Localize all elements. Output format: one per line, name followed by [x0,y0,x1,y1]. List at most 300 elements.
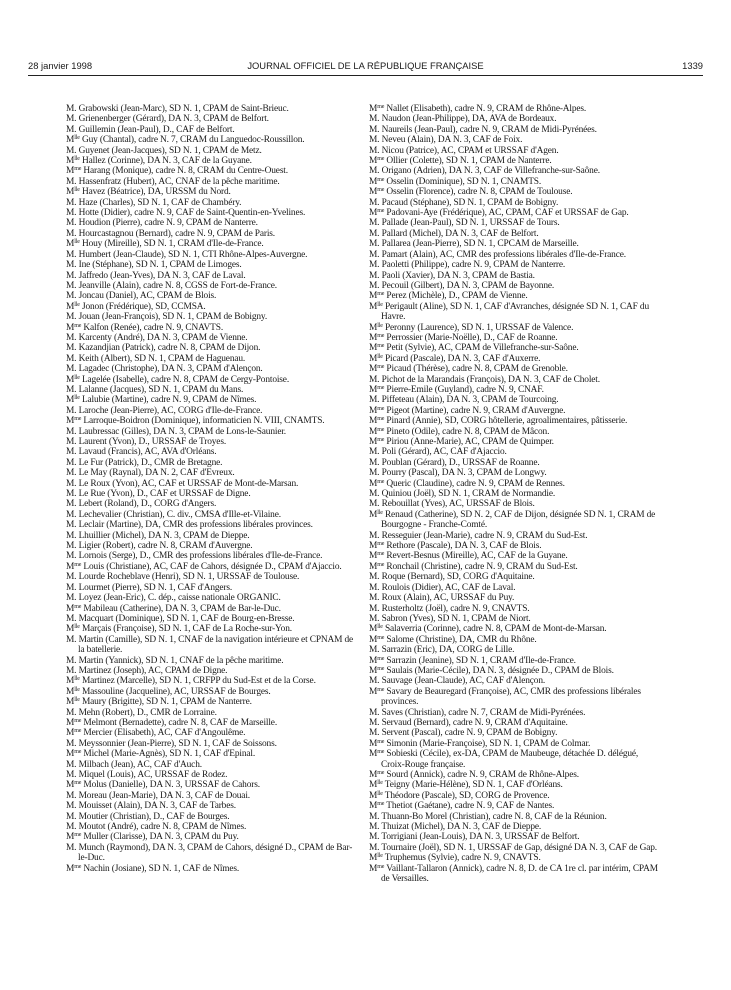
civility-suffix: lle [74,374,80,381]
entry-text: Perrossier (Marie-Noëlle), D., CAF de Roanne. [386,332,558,343]
list-item [369,624,662,634]
list-item [369,635,662,645]
list-item [369,468,662,478]
list-item [369,114,662,124]
civility-suffix: lle [377,853,383,860]
list-item [369,666,662,676]
entry-text: Le May (Raynal), DA N. 2, CAF d'Evreux. [78,468,235,479]
civility-suffix: lle [74,187,80,194]
entry-text: Salaverria (Corinne), cadre N. 8, CPAM de Mont-de-Marsan. [384,624,607,635]
civility-title: M. [369,645,380,656]
entry-text: Piffeteau (Alain), DA N. 3, CPAM de Tourcoing. [381,395,559,406]
entry-text: Houy (Mireille), SD N. 1, CRAM d'Ile-de-France. [81,239,264,250]
civility-title: M. [66,437,77,447]
list-item [66,385,359,395]
list-item [369,187,662,197]
entry-text: Padovani-Aye (Frédérique), AC, CPAM, CAF et URSSAF de Gap. [386,208,629,219]
list-item [66,198,359,208]
entry-text: Lourde Rocheblave (Henri), SD N. 1, URSSAF de Toulouse. [78,572,300,583]
entry-text: Picaud (Thérèse), cadre N. 8, CPAM de Grenoble. [386,364,568,375]
civility-title: M. [369,530,380,541]
entry-text: Jeanville (Alain), cadre N. 8, CGSS de Fort-de-France. [78,280,277,291]
header-title: JOURNAL OFFICIEL DE LA RÉPUBLIQUE FRANÇAISE [247,60,484,71]
civility-title: M. [369,447,380,458]
civility-title: M. [66,468,77,479]
entry-text: Laubressac (Gilles), DA N. 3, CPAM de Lons-le-Saunier. [78,426,286,437]
civility-title: M. [369,249,380,260]
civility-title: M [369,405,378,416]
civility-title: M. [369,717,380,728]
entry-text: Roulois (Didier), AC, CAF de Laval. [381,582,516,593]
entry-text: Poublan (Gérard), D., URSSAF de Roanne. [381,457,540,468]
civility-title: M. [66,145,77,156]
civility-title: M [66,728,75,739]
list-item [369,364,662,374]
civility-suffix: me [74,863,82,870]
list-item [369,260,662,270]
list-item [369,510,662,531]
civility-suffix: lle [74,697,80,704]
entry-text: Roux (Alain), AC, URSSAF du Puy. [381,593,515,604]
list-item [369,718,662,728]
civility-title: M. [66,738,77,749]
entry-text: Lhuillier (Michel), DA N. 3, CPAM de Dieppe. [78,530,250,541]
entry-text: Pineto (Odile), cadre N. 8, CPAM de Mâcon. [386,426,550,437]
list-item [66,447,359,457]
civility-suffix: lle [377,322,383,329]
entry-text: Rusterholtz (Joël), cadre N. 9, CNAVTS. [381,603,530,614]
civility-title: M. [66,707,77,718]
list-item [66,364,359,374]
list-item [369,801,662,811]
civility-title: M [66,135,75,146]
civility-suffix: me [377,343,385,350]
entry-text: Mercier (Elisabeth), AC, CAF d'Angoulême. [83,728,246,739]
civility-suffix: me [74,728,82,735]
entry-text: Simonin (Marie-Françoise), SD N. 1, CPAM de Colmar. [386,738,591,749]
civility-suffix: lle [377,301,383,308]
civility-title: M [369,291,378,302]
list-item [369,250,662,260]
entry-text: Macquart (Dominique), SD N. 1, CAF de Bourg-en-Bresse. [78,613,295,624]
entry-text: Pallarea (Jean-Pierre), SD N. 1, CPCAM de Marseille. [381,239,579,250]
entry-text: Pallade (Jean-Paul), SD N. 1, URSSAF de Tours. [381,218,560,229]
list-item [369,499,662,509]
entry-text: Osselin (Dominique), SD N. 1, CNAMTS. [386,176,542,187]
list-item [369,708,662,718]
list-item [369,395,662,405]
page-number: 1339 [682,60,703,71]
civility-suffix: me [377,156,385,163]
list-item [66,791,359,801]
list-item [369,177,662,187]
entry-text: Sabron (Yves), SD N. 1, CPAM de Niort. [381,613,531,624]
entry-text: Ollier (Colette), SD N. 1, CPAM de Nanterre. [386,156,552,167]
entry-text: Mabileau (Catherine), DA N. 3, CPAM de Bar-le-Duc. [83,603,281,614]
list-item [369,156,662,166]
civility-title: M. [66,114,77,125]
civility-title: M [66,416,75,427]
list-item [66,624,359,634]
civility-suffix: me [74,561,82,568]
entry-text: Sarrazin (Eric), DA, CORG de Lille. [381,645,515,656]
list-item [66,531,359,541]
civility-title: M. [369,728,380,739]
entry-text: Thuann-Bo Morel (Christian), cadre N. 8, CAF de la Réunion. [381,811,607,822]
civility-suffix: lle [74,239,80,246]
entry-text: Sauvage (Jean-Claude), AC, CAF d'Alençon. [381,676,546,687]
civility-title: M. [66,384,77,395]
civility-title: M. [66,249,77,260]
list-item [66,822,359,832]
civility-title: M. [369,593,380,604]
list-item [66,104,359,114]
list-item [66,333,359,343]
civility-title: M. [66,364,77,375]
civility-suffix: lle [74,156,80,163]
civility-title: M. [369,582,380,593]
civility-suffix: me [377,176,385,183]
civility-title: M. [369,270,380,281]
civility-title: M [369,301,378,312]
civility-title: M. [66,582,77,593]
list-item [369,780,662,790]
entry-text: Nicou (Patrice), AC, CPAM et URSSAF d'Agen. [381,145,559,156]
civility-suffix: lle [74,676,80,683]
civility-suffix: me [377,738,385,745]
entry-text: Moutier (Christian), D., CAF de Bourges. [78,811,230,822]
civility-title: M. [66,104,77,114]
entry-text: Grienenberger (Gérard), DA N. 3, CPAM de Belfort. [78,114,269,125]
entry-text: Poli (Gérard), AC, CAF d'Ajaccio. [381,447,507,458]
civility-title: M. [66,665,77,676]
list-item [369,416,662,426]
civility-title: M [369,790,378,801]
civility-suffix: me [377,364,385,371]
civility-suffix: me [377,561,385,568]
civility-title: M [66,561,75,572]
entry-text: Sarrazin (Jeanine), SD N. 1, CRAM d'Ile-de-France. [386,655,576,666]
list-item [66,801,359,811]
civility-title: M. [66,218,77,229]
civility-suffix: me [74,832,82,839]
list-item [66,718,359,728]
civility-title: M. [369,676,380,687]
list-item [66,291,359,301]
civility-title: M. [369,124,380,135]
civility-title: M. [66,655,77,666]
entry-text: Lornois (Serge), D., CMR des professions libérales d'Ile-de-France. [78,551,323,562]
list-item [66,406,359,416]
civility-title: M. [66,280,77,291]
entry-text: Munch (Raymond), DA N. 3, CPAM de Cahors, désigné D., CPAM de Bar-le-Duc. [78,842,353,864]
list-item [369,427,662,437]
civility-title: M. [369,114,380,125]
civility-title: M [369,749,378,760]
list-item [66,770,359,780]
civility-title: M [66,239,75,250]
civility-title: M [66,717,75,728]
list-item [369,541,662,551]
civility-suffix: me [377,437,385,443]
list-item [66,697,359,707]
entry-text: Paoli (Xavier), DA N. 3, CPAM de Bastia. [381,270,535,281]
list-item [369,656,662,666]
entry-text: Martin (Yannick), SD N. 1, CNAF de la pêche maritime. [78,655,284,666]
civility-suffix: me [377,478,385,485]
civility-title: M [66,832,75,843]
list-item [369,229,662,239]
list-item [369,864,662,885]
civility-title: M. [66,457,77,468]
civility-suffix: me [377,208,385,215]
civility-title: M. [66,405,77,416]
list-item [66,583,359,593]
civility-title: M. [66,270,77,281]
entry-text: Larroque-Boidron (Dominique), informaticien N. VIII, CNAMTS. [83,416,325,427]
civility-title: M [66,603,75,614]
list-item [66,281,359,291]
entry-text: Massouline (Jacqueline), AC, URSSAF de Bourges. [81,686,271,697]
list-item [66,208,359,218]
civility-title: M [66,322,75,333]
list-item [369,135,662,145]
entry-text: Le Fur (Patrick), D., CMR de Bretagne. [78,457,223,468]
civility-title: M. [369,218,380,229]
list-item [369,437,662,447]
civility-title: M. [66,332,77,343]
civility-title: M. [369,832,380,843]
civility-suffix: me [74,717,82,724]
entry-text: Osselin (Florence), cadre N. 8, CPAM de Toulouse. [386,187,573,198]
entry-text: Neveu (Alain), DA N. 3, CAF de Foix. [381,135,523,146]
entry-text: Torrigiani (Jean-Louis), DA N. 3, URSSAF de Belfort. [381,832,580,843]
entry-text: Pichot de la Marandais (François), DA N. 3, CAF de Cholet. [381,374,600,385]
list-item [66,812,359,822]
entry-text: Origano (Adrien), DA N. 3, CAF de Villefranche-sur-Saône. [381,166,600,177]
civility-title: M. [66,811,77,822]
entry-text: Revert-Besnus (Mireille), AC, CAF de la Guyane. [386,551,568,562]
civility-title: M [369,541,378,552]
entry-text: Joncau (Daniel), AC, CPAM de Blois. [78,291,217,302]
list-item [66,437,359,447]
civility-title: M [66,749,75,760]
list-item [369,281,662,291]
list-item [369,375,662,385]
list-item [369,832,662,842]
entry-text: Jouan (Jean-François), SD N. 1, CPAM de Bobigny. [78,312,268,323]
list-item [369,583,662,593]
entry-text: Sourd (Annick), cadre N. 9, CRAM de Rhône-Alpes. [386,770,579,780]
civility-title: M [369,853,378,864]
entry-text: Jonon (Frédérique), SD, CCMSA. [81,301,206,312]
civility-suffix: me [377,104,385,110]
civility-suffix: me [377,655,385,662]
list-item [369,218,662,228]
civility-title: M. [369,603,380,614]
civility-title: M [369,416,378,427]
entry-text: Ligier (Robert), cadre N. 8, CRAM d'Auvergne. [78,541,253,552]
civility-title: M. [66,530,77,541]
civility-title: M. [369,228,380,239]
list-item [369,198,662,208]
list-item [66,114,359,124]
list-item [66,427,359,437]
civility-suffix: me [377,291,385,298]
list-item [66,416,359,426]
entry-text: Sobieski (Cécile), ex-DA, CPAM de Maubeuge, détachée D. délégué, Croix-Rouge française. [381,749,639,770]
entry-text: Thetiot (Gaétane), cadre N. 9, CAF de Nantes. [386,801,555,812]
civility-suffix: me [74,780,82,787]
civility-suffix: me [377,634,385,641]
civility-title: M. [66,197,77,208]
list-item [369,739,662,749]
entry-text: Jaffredo (Jean-Yves), DA N. 3, CAF de Laval. [78,270,246,281]
civility-title: M. [66,551,77,562]
list-item [66,656,359,666]
list-item [66,572,359,582]
list-item [66,250,359,260]
list-item [369,489,662,499]
entry-text: Salome (Christine), DA, CMR du Rhône. [386,634,537,645]
civility-title: M. [66,176,77,187]
list-item [369,551,662,561]
list-item [66,780,359,790]
list-item [369,687,662,708]
civility-title: M [369,156,378,167]
list-item [369,385,662,395]
list-item [369,531,662,541]
civility-title: M. [369,811,380,822]
entry-text: Saulais (Marie-Cécile), DA N. 3, désignée D., CPAM de Blois. [386,665,614,676]
entry-text: Havez (Béatrice), DA, URSSM du Nord. [81,187,231,198]
civility-title: M. [66,759,77,770]
list-item [66,676,359,686]
civility-title: M [369,863,378,874]
entry-text: Pacaud (Stéphane), SD N. 1, CPAM de Bobigny. [381,197,559,208]
list-item [369,239,662,249]
civility-title: M. [369,489,380,500]
list-item [369,676,662,686]
civility-title: M [369,686,378,697]
entry-text: Hotte (Didier), cadre N. 9, CAF de Saint-Quentin-en-Yvelines. [78,208,306,219]
entry-text: Le Rue (Yvon), D., CAF et URSSAF de Digne. [78,489,251,500]
civility-suffix: me [74,322,82,329]
civility-title: M [369,665,378,676]
civility-title: M [369,364,378,375]
list-item [66,187,359,197]
list-item [66,271,359,281]
civility-title: M. [66,593,77,604]
civility-title: M. [369,197,380,208]
entry-text: Roque (Bernard), SD, CORG d'Aquitaine. [381,572,535,583]
entry-text: Keith (Albert), SD N. 1, CPAM de Haguenau. [78,353,246,364]
entry-text: Nallet (Elisabeth), cadre N. 9, CRAM de Rhône-Alpes. [386,104,587,114]
entry-text: Lebert (Roland), D., CORG d'Angers. [78,499,217,510]
entry-text: Perez (Michèle), D., CPAM de Vienne. [386,291,528,302]
entry-text: Vaillant-Tallaron (Annick), cadre N. 8, D. de CA 1re cl. par intérim, CPAM de Versailles. [381,863,658,885]
list-item [369,843,662,853]
list-item [66,135,359,145]
entry-text: Martin (Camille), SD N. 1, CNAF de la navigation intérieure et CPNAM de la batellerie. [78,634,354,656]
entry-text: Pamart (Alain), AC, CMR des professions libérales d'Ile-de-France. [381,249,626,260]
entry-text: Miquel (Louis), AC, URSSAF de Rodez. [78,770,228,780]
civility-title: M [369,104,378,114]
civility-suffix: me [377,426,385,433]
entry-text: Melmont (Bernadette), cadre N. 8, CAF de Marseille. [83,717,278,728]
list-item [66,239,359,249]
civility-title: M [66,301,75,312]
civility-title: M [66,166,75,177]
civility-title: M [369,801,378,812]
entry-text: Saves (Christian), cadre N. 7, CRAM de Midi-Pyrénées. [381,707,586,718]
entry-text: Peronny (Laurence), SD N. 1, URSSAF de Valence. [384,322,574,333]
civility-suffix: me [377,749,385,756]
entry-text: Pecouil (Gilbert), DA N. 3, CPAM de Bayonne. [381,280,555,291]
list-item [66,146,359,156]
civility-title: M [369,561,378,572]
list-item [66,375,359,385]
entry-text: Ronchail (Christine), cadre N. 9, CRAM du Sud-Est. [386,561,578,572]
civility-suffix: me [377,541,385,548]
civility-suffix: me [377,405,385,412]
list-item [369,853,662,863]
entry-text: Grabowski (Jean-Marc), SD N. 1, CPAM de Saint-Brieuc. [78,104,289,114]
entry-text: Milbach (Jean), AC, CAF d'Auch. [78,759,202,770]
civility-title: M. [66,353,77,364]
civility-title: M. [66,260,77,271]
entry-text: Paoletti (Philippe), cadre N. 9, CPAM de Nanterre. [381,260,566,271]
list-item [369,458,662,468]
entry-text: Servent (Pascal), cadre N. 9, CPAM de Bobigny. [381,728,558,739]
civility-title: M [66,156,75,167]
civility-title: M. [66,478,77,489]
entry-text: Loyez (Jean-Eric), C. dép., caisse nationale ORGANIC. [78,593,281,604]
list-item [66,479,359,489]
list-item [369,104,662,114]
list-item [66,520,359,530]
list-item [369,791,662,801]
civility-title: M. [369,239,380,250]
list-item [66,593,359,603]
list-item [66,864,359,874]
civility-title: M. [66,124,77,135]
list-item [369,728,662,738]
civility-title: M [369,437,378,447]
civility-title: M [369,187,378,198]
entry-text: Thuizat (Michel), DA N. 3, CAF de Dieppe. [381,822,542,833]
list-item [66,302,359,312]
entry-text: Ine (Stéphane), SD N. 1, CPAM de Limoges. [78,260,242,271]
list-item [66,562,359,572]
civility-title: M [66,374,75,385]
civility-title: M. [369,166,380,177]
entry-text: Leclair (Martine), DA, CMR des professions libérales provinces. [78,520,313,531]
list-item [66,166,359,176]
civility-suffix: me [377,863,385,870]
right-column [369,104,662,884]
list-item [369,354,662,364]
list-item [66,739,359,749]
entry-text: Harang (Monique), cadre N. 8, CRAM du Centre-Ouest. [83,166,288,177]
list-item [66,541,359,551]
list-item [66,395,359,405]
civility-title: M. [369,135,380,146]
civility-title: M. [66,228,77,239]
civility-title: M [369,738,378,749]
entry-text: Kalfon (Renée), cadre N. 9, CNAVTS. [83,322,224,333]
entry-text: Molus (Danielle), DA N. 3, URSSAF de Cahors. [83,780,260,791]
